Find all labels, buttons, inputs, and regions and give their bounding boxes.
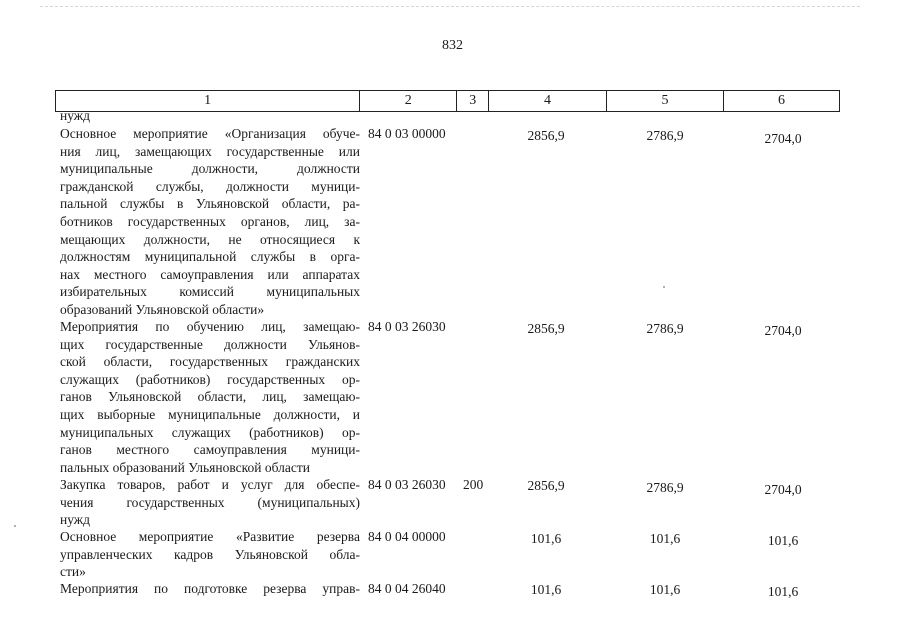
table-row-description (60, 125, 360, 319)
table-row-description (60, 580, 360, 598)
description-line: Закупка товаров, работ и услуг для обеспе- (60, 477, 360, 492)
page-number: 832 (442, 38, 463, 53)
description-line: ганов местного самоуправления муници- (60, 442, 360, 458)
table-row-description (60, 476, 360, 529)
target-code: 84 0 03 26030 (368, 319, 446, 334)
description-line: нах местного самоуправления или аппаратах (60, 266, 360, 282)
value-col4: 2856,9 (527, 478, 565, 493)
table-row-description (60, 318, 360, 476)
target-code: 84 0 03 26030 (368, 477, 446, 492)
description-line: образований Ульяновской области» (60, 301, 265, 317)
description-line: Основное мероприятие «Организация обуче- (60, 126, 360, 141)
target-code: 84 0 04 26040 (368, 581, 446, 596)
expense-group-code: 200 (463, 477, 484, 492)
target-code: 84 0 04 00000 (368, 529, 446, 544)
table-row-description (60, 528, 360, 581)
description-line: муниципальные должности, должности (60, 161, 360, 177)
column-header-3: 3 (457, 91, 489, 112)
description-line: нужд (60, 512, 90, 528)
description-line: нужд (60, 108, 90, 123)
description-line: муниципальных служащих (работников) ор- (60, 424, 360, 440)
description-line: пальных образований Ульяновской области (60, 459, 311, 475)
description-line: Мероприятия по обучению лиц, замещаю- (60, 319, 360, 334)
value-col5: 2786,9 (646, 321, 684, 336)
scan-speck (663, 286, 665, 288)
description-line: ганов Ульяновской области, лиц, замещаю- (60, 389, 360, 405)
value-col5: 2786,9 (646, 480, 684, 495)
description-line: мещающих должности, не относящиеся к (60, 231, 360, 247)
value-col5: 2786,9 (646, 128, 684, 143)
value-col6: 2704,0 (764, 323, 802, 338)
description-line: гражданской службы, должности муници- (60, 178, 360, 194)
description-line: служащих (работников) государственных ор- (60, 371, 360, 387)
description-line: избирательных комиссий муниципальных (60, 284, 360, 300)
description-line: должностям муниципальной службы в орга- (60, 249, 360, 265)
scan-noise-line (40, 6, 860, 8)
scan-speck (14, 525, 16, 527)
description-line: сти» (60, 564, 86, 580)
value-col6: 101,6 (767, 584, 799, 599)
value-col6: 101,6 (767, 533, 799, 548)
column-header-6: 6 (723, 91, 839, 112)
value-col6: 2704,0 (764, 482, 802, 497)
value-col4: 2856,9 (527, 128, 565, 143)
value-col4: 101,6 (530, 582, 562, 597)
description-line: чения государственных (муниципальных) (60, 494, 360, 510)
value-col4: 2856,9 (527, 321, 565, 336)
target-code: 84 0 03 00000 (368, 126, 446, 141)
description-line: управленческих кадров Ульяновской обла- (60, 546, 360, 562)
description-line: ской области, государственных гражданских (60, 354, 360, 370)
table-row-description (60, 107, 360, 125)
description-line: щих выборные муниципальные должности, и (60, 406, 360, 422)
description-line: ния лиц, замещающих государственные или (60, 143, 360, 159)
column-header-5: 5 (607, 91, 724, 112)
column-header-2: 2 (360, 91, 457, 112)
description-line: ботников государственных органов, лиц, за- (60, 213, 360, 229)
description-line: пальной службы в Ульяновской области, ра- (60, 196, 360, 212)
description-line: Мероприятия по подготовке резерва управ- (60, 581, 360, 596)
description-line: щих государственные должности Ульянов- (60, 336, 360, 352)
description-line: Основное мероприятие «Развитие резерва (60, 529, 360, 544)
value-col6: 2704,0 (764, 131, 802, 146)
column-header-4: 4 (489, 91, 607, 112)
value-col5: 101,6 (649, 582, 681, 597)
value-col5: 101,6 (649, 531, 681, 546)
column-header-1: 1 (56, 91, 360, 112)
value-col4: 101,6 (530, 531, 562, 546)
